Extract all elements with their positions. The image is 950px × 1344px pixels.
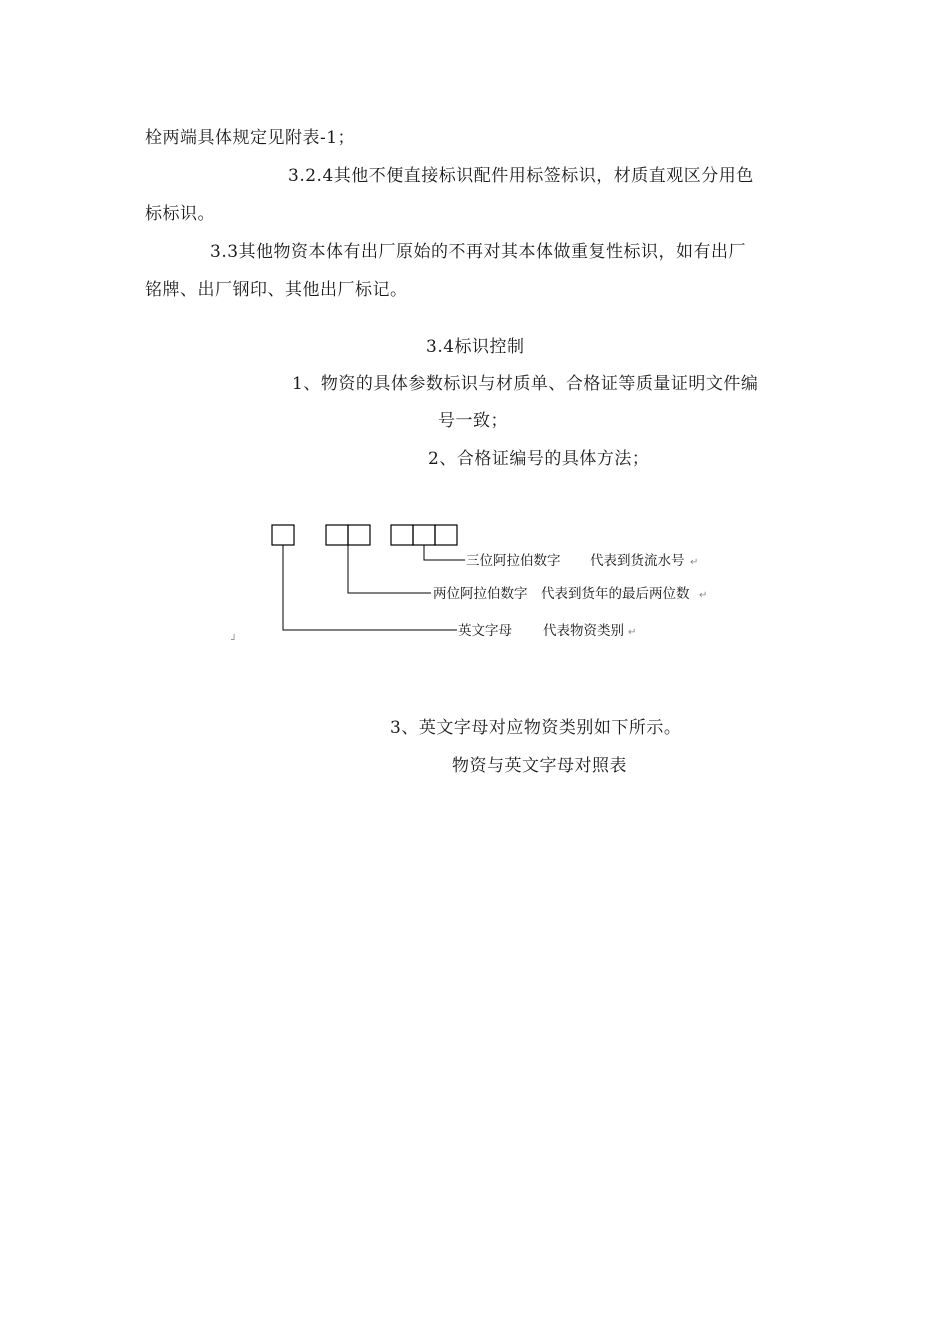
letter-connector: [283, 545, 457, 630]
list-item-2: 2、合格证编号的具体方法；: [428, 449, 650, 469]
corner-mark: ┘: [231, 635, 238, 646]
serial-meaning: 代表到货流水号: [590, 553, 685, 569]
serial-box-1: [391, 525, 413, 545]
certificate-number-diagram: [225, 515, 725, 650]
list-item-1-cont: 号一致；: [438, 411, 508, 431]
list-item-1: 1、物资的具体参数标识与材质单、合格证等质量证明文件编: [292, 374, 759, 394]
serial-box-3: [435, 525, 457, 545]
paragraph-3-2-4: 3.2.4其他不便直接标识配件用标签标识，材质直观区分用色: [288, 166, 754, 186]
year-box-1: [326, 525, 348, 545]
paragraph-3-2-4-cont: 标标识。: [145, 204, 215, 224]
serial-label: 三位阿拉伯数字: [466, 553, 561, 569]
table-caption: 物资与英文字母对照表: [452, 756, 627, 776]
letter-box: [272, 525, 294, 545]
list-item-3: 3、英文字母对应物资类别如下所示。: [390, 718, 682, 738]
paragraph-bolt-ends: 栓两端具体规定见附表-1；: [145, 128, 356, 148]
year-meaning: 代表到货年的最后两位数: [541, 586, 690, 602]
diagram-svg: [225, 515, 725, 650]
paragraph-3-3-cont: 铭牌、出厂钢印、其他出厂标记。: [145, 280, 408, 300]
serial-connector: [424, 545, 465, 560]
paragraph-mark: ↵: [628, 627, 637, 638]
paragraph-mark: ↵: [699, 590, 708, 601]
section-heading-3-4: 3.4标识控制: [426, 337, 525, 357]
year-box-2: [348, 525, 370, 545]
paragraph-3-3: 3.3其他物资本体有出厂原始的不再对其本体做重复性标识，如有出厂: [210, 242, 747, 262]
year-label: 两位阿拉伯数字: [433, 586, 528, 602]
letter-meaning: 代表物资类别: [543, 623, 624, 639]
paragraph-mark: ↵: [690, 557, 699, 568]
serial-box-2: [413, 525, 435, 545]
letter-label: 英文字母: [458, 623, 512, 639]
year-connector: [348, 545, 431, 593]
